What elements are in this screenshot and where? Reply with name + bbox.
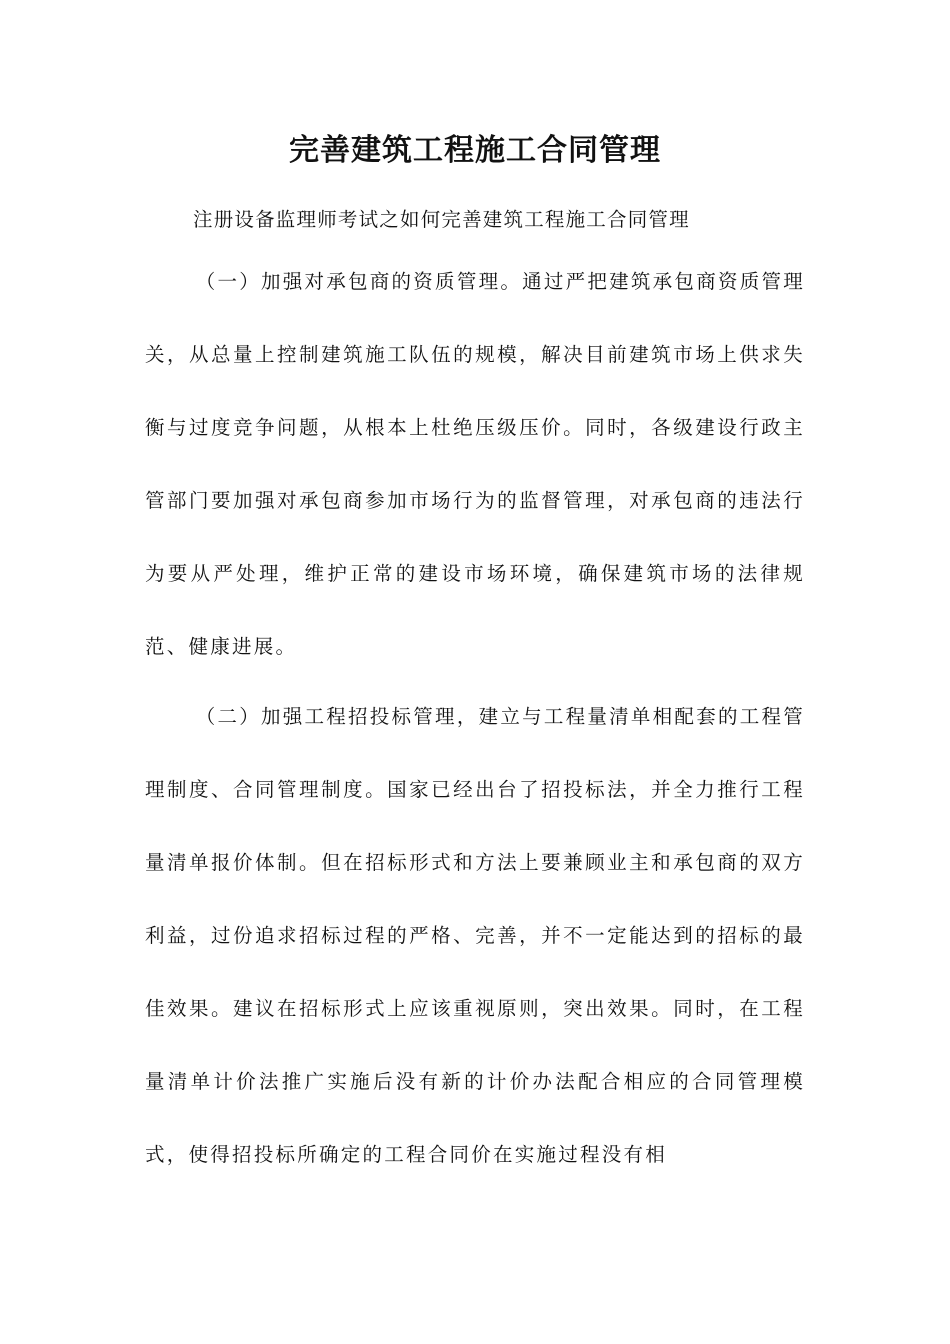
paragraph-bidding-management: （二）加强工程招投标管理，建立与工程量清单相配套的工程管理制度、合同管理制度。国家已经出台了招投标法，并全力推行工程量清单报价体制。但在招标形式和方法上要兼顾业主和承包商的双方利益，过份追求招标过程的严格、完善，并不一定能达到的招标的最佳效果。建议在招标形式上应该重视原则，突出效果。同时，在工程量清单计价法推广实施后没有新的计价办法配合相应的合同管理模式，使得招投标所确定的工程合同价在实施过程没有相 (145, 705, 805, 1166)
document-subtitle: 注册设备监理师考试之如何完善建筑工程施工合同管理 (193, 208, 690, 231)
document-title: 完善建筑工程施工合同管理 (289, 133, 661, 168)
paragraph-qualification-management: （一）加强对承包商的资质管理。通过严把建筑承包商资质管理关，从总量上控制建筑施工队伍的规模，解决目前建筑市场上供求失衡与过度竞争问题，从根本上杜绝压级压价。同时，各级建设行政主管部门要加强对承包商参加市场行为的监督管理，对承包商的违法行为要从严处理，维护正常的建设市场环境，确保建筑市场的法律规范、健康进展。 (145, 270, 805, 658)
